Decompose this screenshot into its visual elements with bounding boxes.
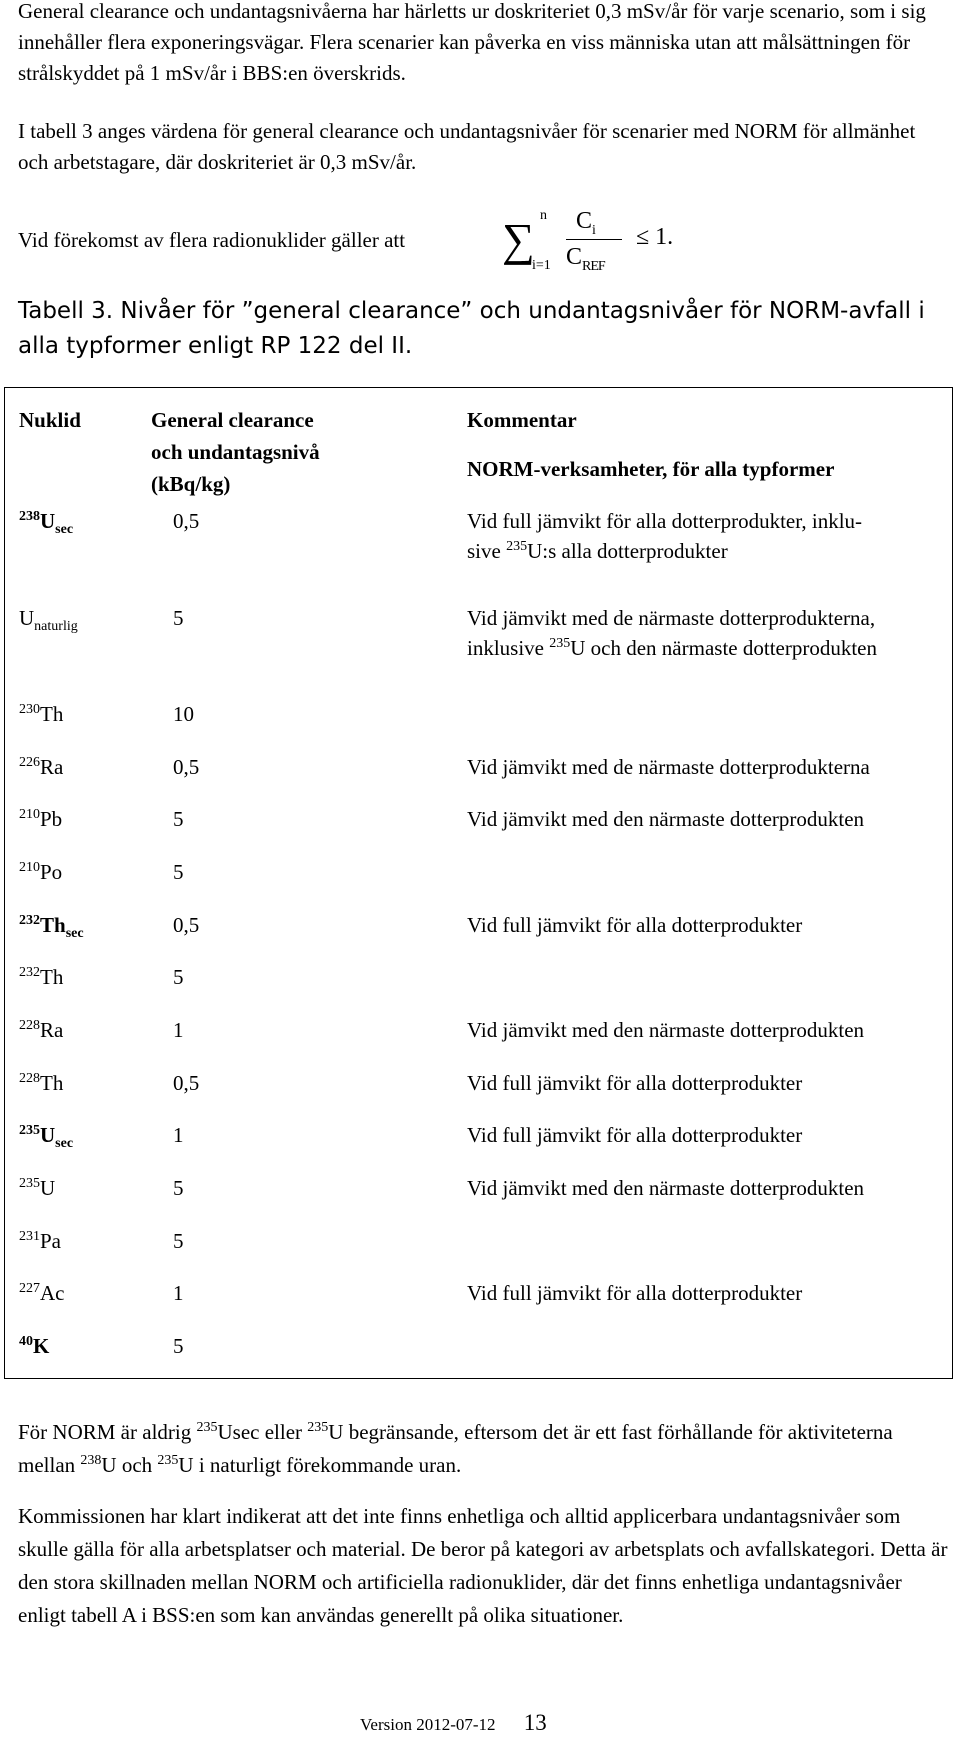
- level-cell: 5: [173, 1333, 184, 1358]
- table-header-row: [5, 388, 953, 501]
- sigma-symbol: ∑: [502, 214, 535, 265]
- comment-cell: [463, 956, 953, 1009]
- sum-upper-limit: n: [540, 208, 547, 223]
- nuclide-cell: $^{228}$Ra: [19, 1018, 64, 1043]
- level-cell: 5: [173, 807, 184, 832]
- comment-cell: [463, 851, 953, 904]
- table-row: [5, 798, 953, 851]
- nuclide-cell: $^{232}Th_{sec}$: [19, 912, 84, 941]
- level-cell: 1: [173, 1123, 184, 1148]
- nuclide-cell: $^{238}U_{sec}$: [19, 509, 74, 538]
- nuclide-cell: $^{228}$Th: [19, 1070, 64, 1095]
- table-row: [5, 1062, 953, 1115]
- level-cell: 5: [173, 965, 184, 990]
- formula-inequality: ≤ 1.: [636, 224, 674, 250]
- comment-cell: Vid full jämvikt för alla dotterprodukter: [467, 1123, 803, 1148]
- commission-paragraph: Kommissionen har klart indikerat att det inte finns enhetliga och alltid applicerbara undantagsnivåer som skulle gälla för alla arbetsplatser och material. De beror på kategori av arbetsplats och avfallskategori. Detta är den stora skillnaden mellan NORM och artificiella radionuklider, där det finns enhetliga undantagsnivåer enligt tabell A i BSS:en som kan användas generellt på olika situationer.: [18, 1504, 948, 1627]
- fraction-denominator: $C_{REF}$: [566, 244, 605, 274]
- nuclide-cell: $^{231}$Pa: [19, 1228, 61, 1253]
- level-cell: 5: [173, 860, 184, 885]
- level-cell: 0,5: [173, 912, 200, 937]
- table-row: [5, 1167, 953, 1220]
- page-footer: [360, 1710, 547, 1736]
- comment-cell: Vid jämvikt med den närmaste dotterprodukten: [467, 807, 865, 832]
- table-row: [5, 1114, 953, 1167]
- nuclide-cell: $^{210}$Po: [19, 860, 63, 885]
- level-cell: 0,5: [173, 754, 200, 779]
- table-caption: Tabell 3. Nivåer för ”general clearance” och undantagsnivåer för NORM-avfall i alla typformer enligt RP 122 del II.: [18, 298, 925, 359]
- comment-cell: Vid jämvikt med den närmaste dotterprodukten: [467, 1176, 865, 1200]
- sum-lower-limit: i=1: [532, 258, 551, 273]
- comment-cell: [463, 1220, 953, 1273]
- norm-note-paragraph: För NORM är aldrig $^{235}$Usec eller $^{235}$U begränsande, eftersom det är ett fast förhållande för aktiviteterna mellan $^{238}$U och $^{235}$U i naturligt förekommande uran.: [18, 1420, 893, 1477]
- table-row: [5, 746, 953, 799]
- nuclide-cell: $^{232}$Th: [19, 965, 64, 990]
- table-row: [5, 693, 953, 746]
- comment-cell: Vid full jämvikt för alla dotterprodukter: [467, 1281, 803, 1306]
- level-cell: 5: [173, 605, 184, 630]
- formula-lead-text: Vid förekomst av flera radionuklider gäller att: [18, 228, 406, 252]
- page-number: 13: [523, 1710, 547, 1735]
- fraction-numerator: $C_i$: [576, 208, 596, 238]
- table-row: [5, 956, 953, 1009]
- fraction-bar: [566, 239, 622, 240]
- table-row: [5, 597, 953, 694]
- level-cell: 0,5: [173, 1070, 200, 1095]
- header-nuklid: Nuklid: [19, 408, 81, 432]
- level-cell: 5: [173, 1228, 184, 1253]
- nuclide-cell: $^{230}$Th: [19, 702, 64, 727]
- comment-cell: Vid jämvikt med den närmaste dotterprodukten: [467, 1018, 865, 1043]
- comment-cell: [463, 693, 953, 746]
- level-cell: 10: [173, 702, 194, 727]
- level-cell: 0,5: [173, 509, 200, 533]
- level-cell: 5: [173, 1176, 184, 1200]
- footer-version: Version 2012-07-12: [360, 1715, 496, 1734]
- comment-cell: Vid jämvikt med de närmaste dotterprodukterna: [467, 754, 870, 779]
- comment-cell: Vid full jämvikt för alla dotterprodukter: [467, 912, 803, 937]
- header-kommentar: Kommentar NORM-verksamheter, för alla typformer: [467, 408, 835, 481]
- summation-formula: [18, 206, 718, 276]
- table-reference-paragraph: I tabell 3 anges värdena för general clearance och undantagsnivåer för scenarier med NORM för allmänhet och arbetstagare, där doskriteriet är 0,3 mSv/år.: [18, 119, 916, 174]
- table-row: [5, 1272, 953, 1325]
- nuclide-cell: $^{210}$Pb: [19, 807, 63, 832]
- level-cell: 1: [173, 1018, 184, 1043]
- nuclide-cell: $^{235}U_{sec}$: [19, 1123, 74, 1152]
- table-row: [5, 1220, 953, 1273]
- table-row: [5, 1325, 953, 1379]
- table-row: [5, 904, 953, 957]
- comment-cell: Vid full jämvikt för alla dotterprodukter, inklu- sive $^{235}$U:s alla dotterprodukter: [467, 509, 863, 563]
- level-cell: 1: [173, 1281, 184, 1306]
- nuclide-cell: $^{235}$U: [19, 1176, 56, 1200]
- table-row: [5, 1009, 953, 1062]
- header-level: General clearance och undantagsnivå (kBq/kg): [151, 408, 320, 496]
- nuclide-cell: $U_{naturlig}$: [19, 605, 78, 634]
- intro-paragraph: General clearance och undantagsnivåerna har härletts ur doskriteriet 0,3 mSv/år för varje scenario, som i sig innehåller flera exponeringsvägar. Flera scenarier kan påverka en viss människa utan att målsättningen för strålskyddet på 1 mSv/år i BBS:en överskrids.: [18, 0, 926, 85]
- nuclide-cell: $^{40}$K: [19, 1333, 50, 1358]
- comment-cell: [463, 1325, 953, 1379]
- nuclide-table: [4, 387, 953, 1379]
- comment-cell: Vid full jämvikt för alla dotterprodukter: [467, 1070, 803, 1095]
- table-row: [5, 500, 953, 597]
- nuclide-cell: $^{227}$Ac: [19, 1281, 65, 1306]
- comment-cell: Vid jämvikt med de närmaste dotterprodukterna, inklusive $^{235}$U och den närmaste dotterprodukten: [467, 605, 877, 660]
- nuclide-cell: $^{226}$Ra: [19, 754, 64, 779]
- table-row: [5, 851, 953, 904]
